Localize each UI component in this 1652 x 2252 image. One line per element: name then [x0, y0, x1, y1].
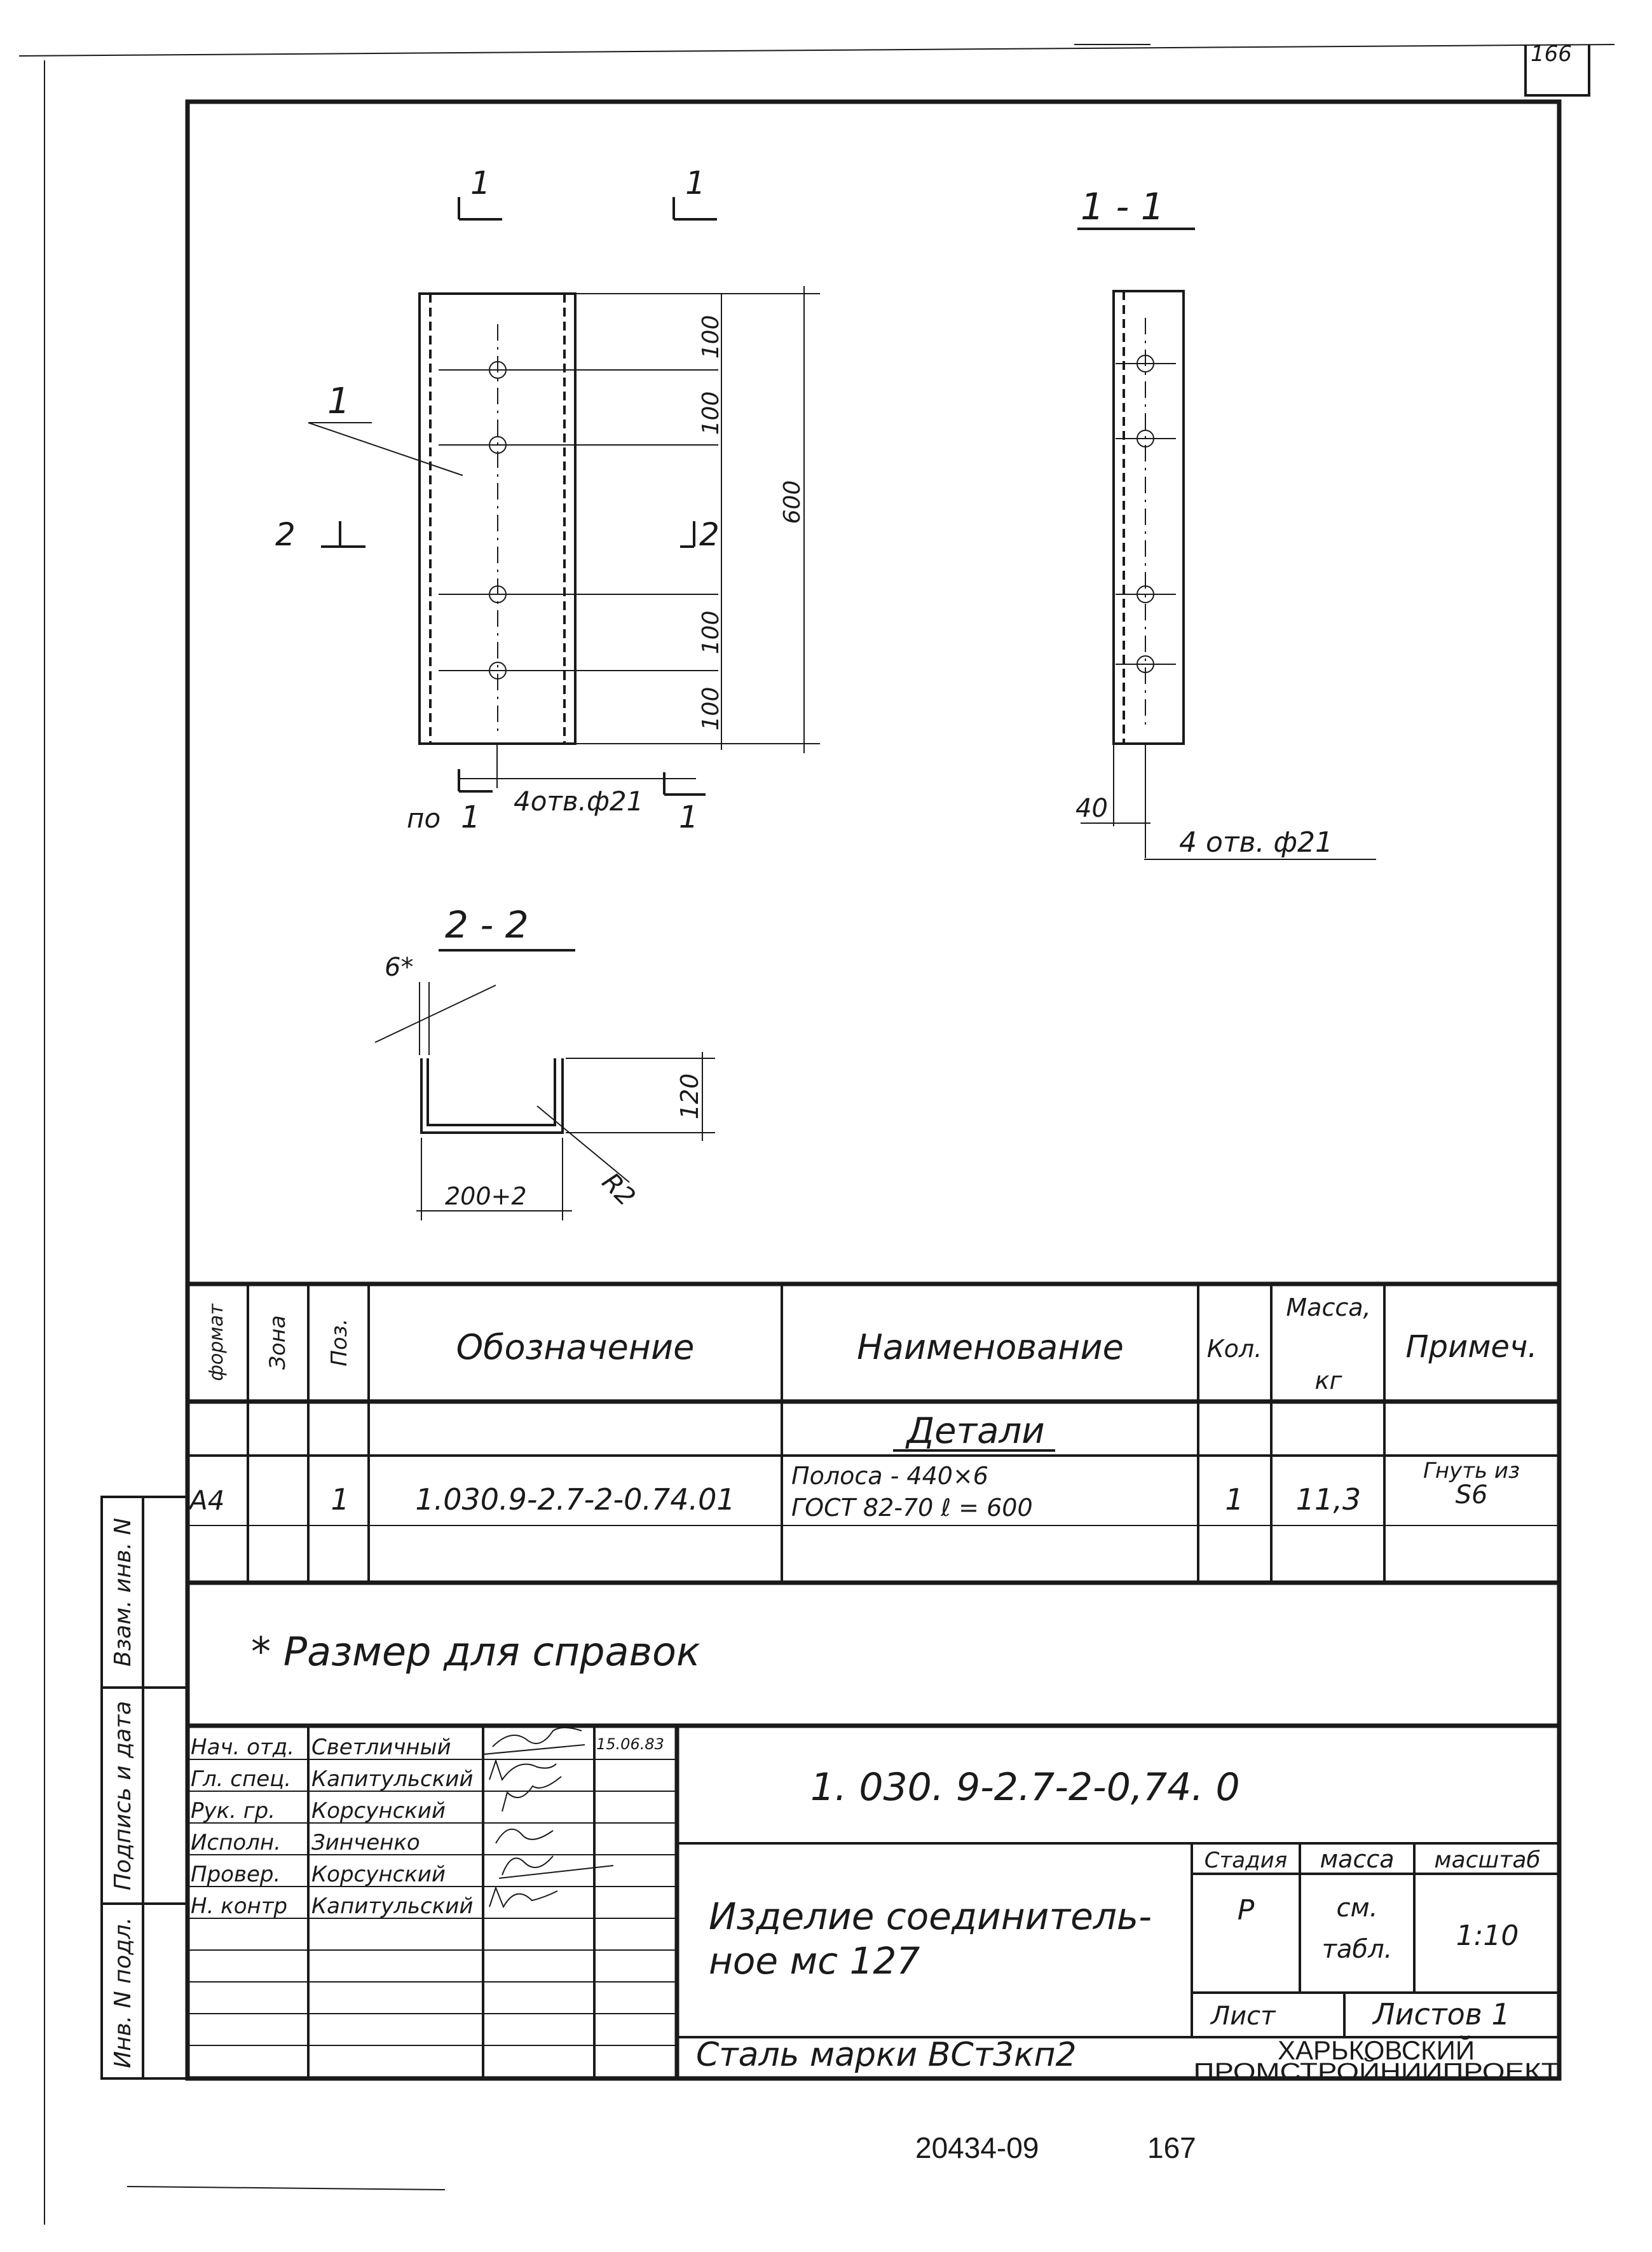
title-line1: Изделие соединитель- [709, 1895, 1152, 1938]
row-note-line1: Гнуть из [1423, 1458, 1520, 1484]
sheet-number: 166 [1531, 41, 1572, 67]
holes-label-prefix: по [407, 803, 441, 834]
section-mark-right: 2 [699, 516, 720, 553]
row-pos: 1 [331, 1482, 350, 1517]
front-holes [439, 362, 718, 679]
row-name-line1: Полоса - 440×6 [791, 1462, 988, 1490]
pos-leader-label: 1 [327, 381, 350, 422]
header-mass: Масса, [1286, 1293, 1371, 1321]
row-note-line2: S6 [1455, 1480, 1488, 1510]
dim-front-3: 100 [698, 610, 724, 655]
view-2-2-width: 200+2 [445, 1182, 527, 1210]
view-1-1-dim: 40 [1075, 794, 1108, 823]
dim-front-4: 100 [698, 686, 724, 731]
header-name: Наименование [857, 1327, 1124, 1367]
section-markers [321, 197, 717, 795]
sig-role-3: Исполн. [191, 1830, 281, 1855]
sheet-label: Лист [1211, 2002, 1276, 2031]
side-label-vzam: Взам. инв. N [110, 1518, 136, 1667]
mass-label: масса [1320, 1845, 1395, 1873]
stage-label: Стадия [1204, 1848, 1288, 1873]
section-title: Детали [906, 1410, 1045, 1452]
sig-name-1: Капитульский [311, 1766, 474, 1792]
sheets-label: Листов 1 [1373, 1997, 1510, 2031]
sig-name-3: Зинченко [311, 1830, 420, 1855]
side-label-inv-podl: Инв. N подл. [110, 1917, 136, 2068]
sig-role-1: Гл. спец. [191, 1766, 292, 1792]
material: Сталь марки ВСт3кп2 [696, 2036, 1077, 2074]
header-format: формат [205, 1304, 228, 1381]
section-view-2-2 [375, 982, 715, 1220]
stage-value: Р [1237, 1894, 1255, 1927]
header-mass-unit: кг [1314, 1367, 1342, 1395]
org-line1: ХАРЬКОВСКИЙ [1277, 2035, 1475, 2065]
sig-role-2: Рук. гр. [191, 1798, 276, 1824]
archive-number: 20434-09 [915, 2131, 1039, 2164]
dim-front-2: 100 [698, 391, 724, 435]
section-mark-left: 2 [275, 516, 296, 553]
sig-name-2: Корсунский [311, 1798, 446, 1824]
page-number: 167 [1147, 2131, 1196, 2164]
header-pos: Поз. [327, 1318, 352, 1367]
section-mark-top-left: 1 [470, 165, 491, 201]
header-qty: Кол. [1206, 1335, 1262, 1363]
side-label-signature: Подпись и дата [110, 1700, 136, 1891]
row-name-line2: ГОСТ 82-70 ℓ = 600 [791, 1494, 1033, 1522]
doc-number: 1. 030. 9-2.7-2-0,74. 0 [810, 1765, 1240, 1810]
header-note: Примеч. [1405, 1329, 1538, 1365]
dim-front-total: 600 [779, 480, 805, 524]
row-designation: 1.030.9-2.7-2-0.74.01 [415, 1482, 735, 1517]
mass-value-line1: см. [1336, 1894, 1378, 1923]
view-1-1-title: 1 - 1 [1081, 185, 1164, 228]
view-2-2-height: 120 [676, 1073, 704, 1120]
sig-role-5: Н. контр [191, 1894, 288, 1919]
section-mark-top-right: 1 [685, 165, 706, 201]
row-mass: 11,3 [1295, 1482, 1362, 1517]
sig-role-0: Нач. отд. [191, 1735, 295, 1760]
sig-name-5: Капитульский [311, 1894, 474, 1919]
sig-role-4: Провер. [191, 1862, 281, 1887]
view-1-1-holes: 4 отв. ф21 [1179, 826, 1334, 859]
header-zone: Зона [265, 1315, 290, 1370]
reference-note: * Размер для справок [251, 1628, 700, 1675]
dim-front-1: 100 [698, 315, 724, 359]
front-view [420, 286, 820, 788]
scale-value: 1:10 [1456, 1920, 1519, 1952]
view-2-2-thickness: 6* [385, 953, 414, 982]
sig-name-0: Светличный [311, 1735, 451, 1760]
view-2-2-radius: R2 [596, 1167, 641, 1212]
row-qty: 1 [1225, 1482, 1244, 1517]
sig-date-0: 15.06.83 [596, 1735, 664, 1753]
title-line2: ное мс 127 [709, 1939, 920, 1982]
row-format: А4 [189, 1485, 225, 1516]
sig-name-4: Корсунский [311, 1862, 446, 1887]
scale-label: масштаб [1434, 1847, 1541, 1873]
view-2-2-title: 2 - 2 [445, 903, 529, 946]
pos-leader [308, 423, 463, 475]
holes-label: 4отв.ф21 [514, 786, 644, 817]
org-line2: ПРОМСТРОЙНИИПРОЕКТ [1193, 2059, 1498, 2085]
section-view-1-1 [1081, 291, 1376, 859]
holes-label-right-mark: 1 [679, 800, 699, 835]
mass-value-line2: табл. [1321, 1935, 1393, 1964]
holes-label-mark: 1 [461, 800, 481, 835]
header-designation: Обозначение [456, 1327, 695, 1367]
